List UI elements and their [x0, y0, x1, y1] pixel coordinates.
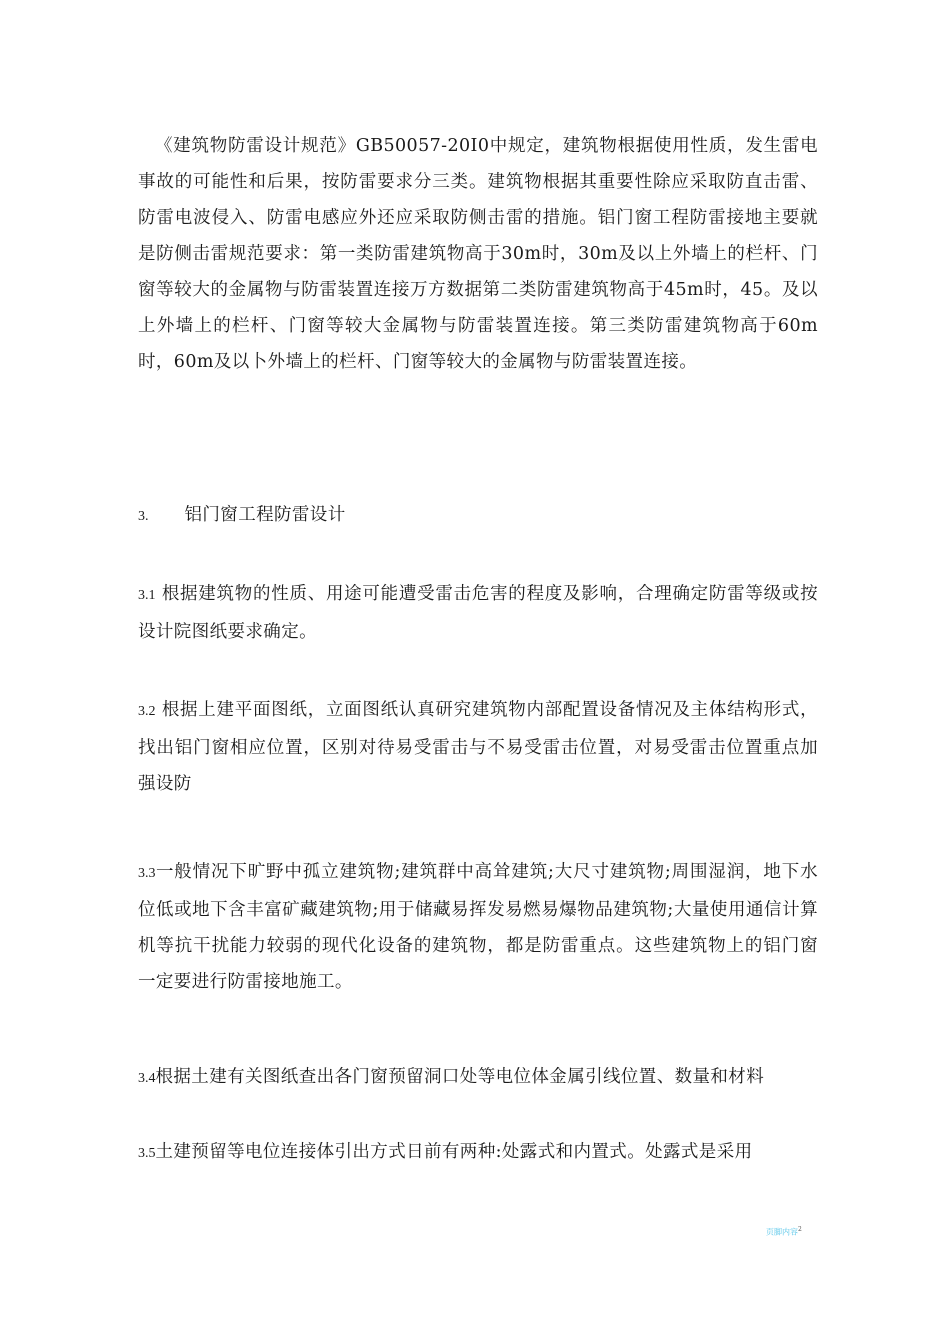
paragraph-3-1	[138, 576, 818, 650]
paragraph-text: 根据上建平面图纸，立面图纸认真研究建筑物内部配置设备情况及主体结构形式，找出铝门窗相应位置，区别对待易受雷击与不易受雷击位置，对易受雷击位置重点加强设防	[138, 700, 818, 794]
paragraph-text: 土建预留等电位连接体引出方式日前有两种:处露式和内置式。处露式是采用	[155, 1142, 753, 1162]
section-heading	[138, 497, 818, 535]
paragraph-text: 根据土建有关图纸查出各门窗预留洞口处等电位体金属引线位置、数量和材料	[155, 1067, 765, 1087]
footer-text: 页脚内容	[766, 1227, 798, 1237]
paragraph-number: 3.1	[138, 588, 156, 603]
intro-paragraph: 《建筑物防雷设计规范》GB50057-20I0中规定，建筑物根据使用性质，发生雷电事故的可能性和后果，按防雷要求分三类。建筑物根据其重要性除应采取防直击雷、防雷电波侵入、防雷电感应外还应采取防侧击雷的措施。铝门窗工程防雷接地主要就是防侧击雷规范要求：第一类防雷建筑物高于30m时，30m及以上外墙上的栏杆、门窗等较大的金属物与防雷装置连接万方数据第二类防雷建筑物高于45m时，45。及以上外墙上的栏杆、门窗等较大金属物与防雷装置连接。第三类防雷建筑物高于60m时，60m及以卜外墙上的栏杆、门窗等较大的金属物与防雷装置连接。	[138, 136, 818, 372]
paragraph-3-2	[138, 692, 818, 802]
paragraph-number: 3.4	[138, 1071, 156, 1086]
paragraph-text: 一般情况下旷野中孤立建筑物;建筑群中高耸建筑;大尺寸建筑物;周围湿润，地下水位低或地下含丰富矿藏建筑物;用于储藏易挥发易燃易爆物品建筑物;大量使用通信计算机等抗干扰能力较弱的现代化设备的建筑物，都是防雷重点。这些建筑物上的铝门窗一定要进行防雷接地施工。	[138, 862, 818, 992]
section-number: 3.	[138, 509, 149, 524]
page-number: 2	[798, 1226, 802, 1233]
paragraph-3-3	[138, 854, 818, 1000]
section-title: 铝门窗工程防雷设计	[184, 505, 346, 525]
paragraph-3-5	[138, 1134, 818, 1172]
page-footer	[766, 1224, 806, 1238]
paragraph-number: 3.3	[138, 866, 156, 881]
paragraph-3-4	[138, 1059, 818, 1097]
paragraph-number: 3.5	[138, 1146, 156, 1161]
paragraph-number: 3.2	[138, 704, 156, 719]
paragraph-text: 根据建筑物的性质、用途可能遭受雷击危害的程度及影响，合理确定防雷等级或按设计院图纸要求确定。	[138, 584, 818, 642]
